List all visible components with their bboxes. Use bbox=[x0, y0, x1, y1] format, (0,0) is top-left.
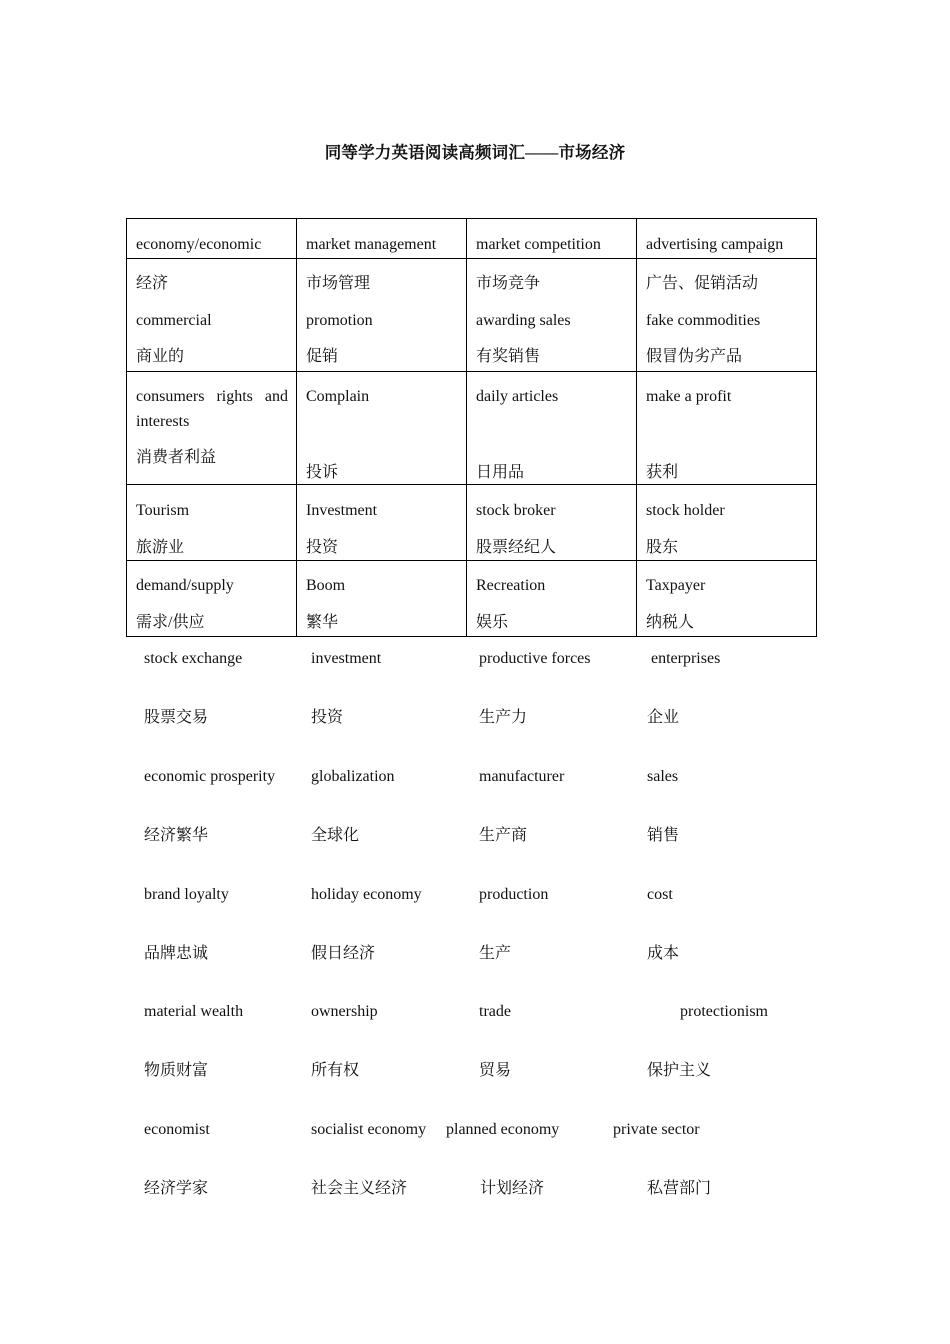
table-cell bbox=[297, 484, 467, 561]
list-item: 保护主义 bbox=[647, 1062, 712, 1079]
list-item: 销售 bbox=[647, 827, 680, 844]
list-item: 成本 bbox=[647, 945, 680, 962]
list-item: 贸易 bbox=[479, 1062, 512, 1079]
list-item: trade bbox=[479, 1003, 511, 1020]
table-cell bbox=[637, 219, 817, 259]
list-item: enterprises bbox=[651, 650, 721, 667]
term-chinese: 获利 bbox=[646, 463, 679, 481]
term-english: Tourism bbox=[136, 501, 190, 519]
term-chinese: 繁华 bbox=[306, 614, 339, 632]
term-chinese: 日用品 bbox=[476, 463, 525, 481]
list-item: globalization bbox=[311, 768, 395, 785]
table-cell bbox=[127, 484, 297, 561]
table-cell bbox=[297, 258, 467, 371]
list-item: 投资 bbox=[311, 709, 344, 726]
table-row bbox=[127, 219, 817, 259]
list-item: productive forces bbox=[479, 650, 591, 667]
table-row bbox=[127, 561, 817, 637]
term-english: Complain bbox=[306, 387, 370, 405]
term-english: promotion bbox=[306, 311, 373, 329]
list-item: sales bbox=[647, 768, 679, 785]
term-english: demand/supply bbox=[136, 577, 234, 595]
list-item: economic prosperity bbox=[144, 768, 276, 785]
term-english: awarding sales bbox=[476, 311, 571, 329]
term-chinese: 商业的 bbox=[136, 348, 185, 366]
list-item: 生产 bbox=[479, 945, 512, 962]
term-english: stock broker bbox=[476, 501, 556, 519]
table-cell bbox=[297, 561, 467, 637]
term-chinese: 娱乐 bbox=[476, 614, 509, 632]
term-english: stock holder bbox=[646, 501, 725, 519]
term-english: commercial bbox=[136, 311, 212, 329]
list-item: 企业 bbox=[647, 709, 680, 726]
list-item: protectionism bbox=[680, 1003, 768, 1020]
term-chinese: 促销 bbox=[306, 348, 339, 366]
table-cell bbox=[637, 258, 817, 371]
table-cell bbox=[637, 561, 817, 637]
table-cell bbox=[467, 371, 637, 484]
term-chinese: 旅游业 bbox=[136, 538, 185, 556]
table-row bbox=[127, 258, 817, 371]
list-item: stock exchange bbox=[144, 650, 243, 667]
list-item: 经济学家 bbox=[144, 1180, 209, 1197]
table-cell bbox=[127, 219, 297, 259]
term-chinese: 市场竞争 bbox=[476, 274, 541, 292]
term-english: consumers rights and interests bbox=[136, 387, 288, 430]
table-cell bbox=[637, 371, 817, 484]
term-english: daily articles bbox=[476, 387, 559, 405]
term-english: Recreation bbox=[476, 577, 546, 595]
term-english: fake commodities bbox=[646, 311, 761, 329]
list-item: 社会主义经济 bbox=[311, 1180, 408, 1197]
term-chinese: 投资 bbox=[306, 538, 339, 556]
term-english: market competition bbox=[476, 236, 601, 253]
table-cell bbox=[127, 371, 297, 484]
list-item: private sector bbox=[613, 1121, 700, 1138]
list-item: material wealth bbox=[144, 1003, 244, 1020]
list-item: brand loyalty bbox=[144, 886, 229, 903]
term-chinese: 市场管理 bbox=[306, 274, 371, 292]
table-row bbox=[127, 371, 817, 484]
table-cell bbox=[297, 371, 467, 484]
table-cell bbox=[637, 484, 817, 561]
term-english: make a profit bbox=[646, 387, 732, 405]
table-cell bbox=[127, 258, 297, 371]
term-english: Taxpayer bbox=[646, 577, 706, 595]
list-item: 所有权 bbox=[311, 1062, 360, 1079]
list-item: holiday economy bbox=[311, 886, 422, 903]
term-english: Investment bbox=[306, 501, 378, 519]
list-item: manufacturer bbox=[479, 768, 565, 785]
list-item: 品牌忠诚 bbox=[144, 945, 209, 962]
term-chinese: 假冒伪劣产品 bbox=[646, 348, 743, 366]
table-cell bbox=[467, 484, 637, 561]
table-row bbox=[127, 484, 817, 561]
term-chinese: 广告、促销活动 bbox=[646, 274, 759, 292]
term-chinese: 股东 bbox=[646, 538, 679, 556]
list-item: 计划经济 bbox=[480, 1180, 545, 1197]
table-cell bbox=[467, 258, 637, 371]
table-cell bbox=[467, 219, 637, 259]
term-chinese: 经济 bbox=[136, 274, 169, 292]
term-english: advertising campaign bbox=[646, 236, 784, 253]
list-item: socialist economy bbox=[311, 1121, 427, 1138]
term-english: market management bbox=[306, 236, 437, 253]
list-item: 生产商 bbox=[479, 827, 528, 844]
term-chinese: 消费者利益 bbox=[136, 449, 217, 467]
list-item: cost bbox=[647, 886, 673, 903]
table-cell bbox=[467, 561, 637, 637]
term-chinese: 需求/供应 bbox=[136, 614, 205, 632]
list-item: 物质财富 bbox=[144, 1062, 209, 1079]
list-item: 假日经济 bbox=[311, 945, 376, 962]
list-item: 股票交易 bbox=[144, 709, 209, 726]
term-chinese: 纳税人 bbox=[646, 614, 695, 632]
list-item: 私营部门 bbox=[647, 1180, 712, 1197]
page-title: 同等学力英语阅读高频词汇——市场经济 bbox=[324, 143, 626, 162]
table-cell bbox=[127, 561, 297, 637]
list-item: 生产力 bbox=[479, 709, 528, 726]
term-chinese: 股票经纪人 bbox=[476, 538, 557, 556]
list-item: economist bbox=[144, 1121, 210, 1138]
list-item: 全球化 bbox=[311, 827, 360, 844]
list-item: production bbox=[479, 886, 549, 903]
term-english: Boom bbox=[306, 577, 346, 595]
vocabulary-table bbox=[126, 218, 817, 637]
list-item: investment bbox=[311, 650, 382, 667]
term-chinese: 有奖销售 bbox=[476, 348, 541, 366]
list-item: ownership bbox=[311, 1003, 378, 1020]
list-item: 经济繁华 bbox=[144, 827, 209, 844]
term-chinese: 投诉 bbox=[306, 463, 339, 481]
term-english: economy/economic bbox=[136, 236, 262, 253]
list-item: planned economy bbox=[446, 1121, 560, 1138]
table-cell bbox=[297, 219, 467, 259]
